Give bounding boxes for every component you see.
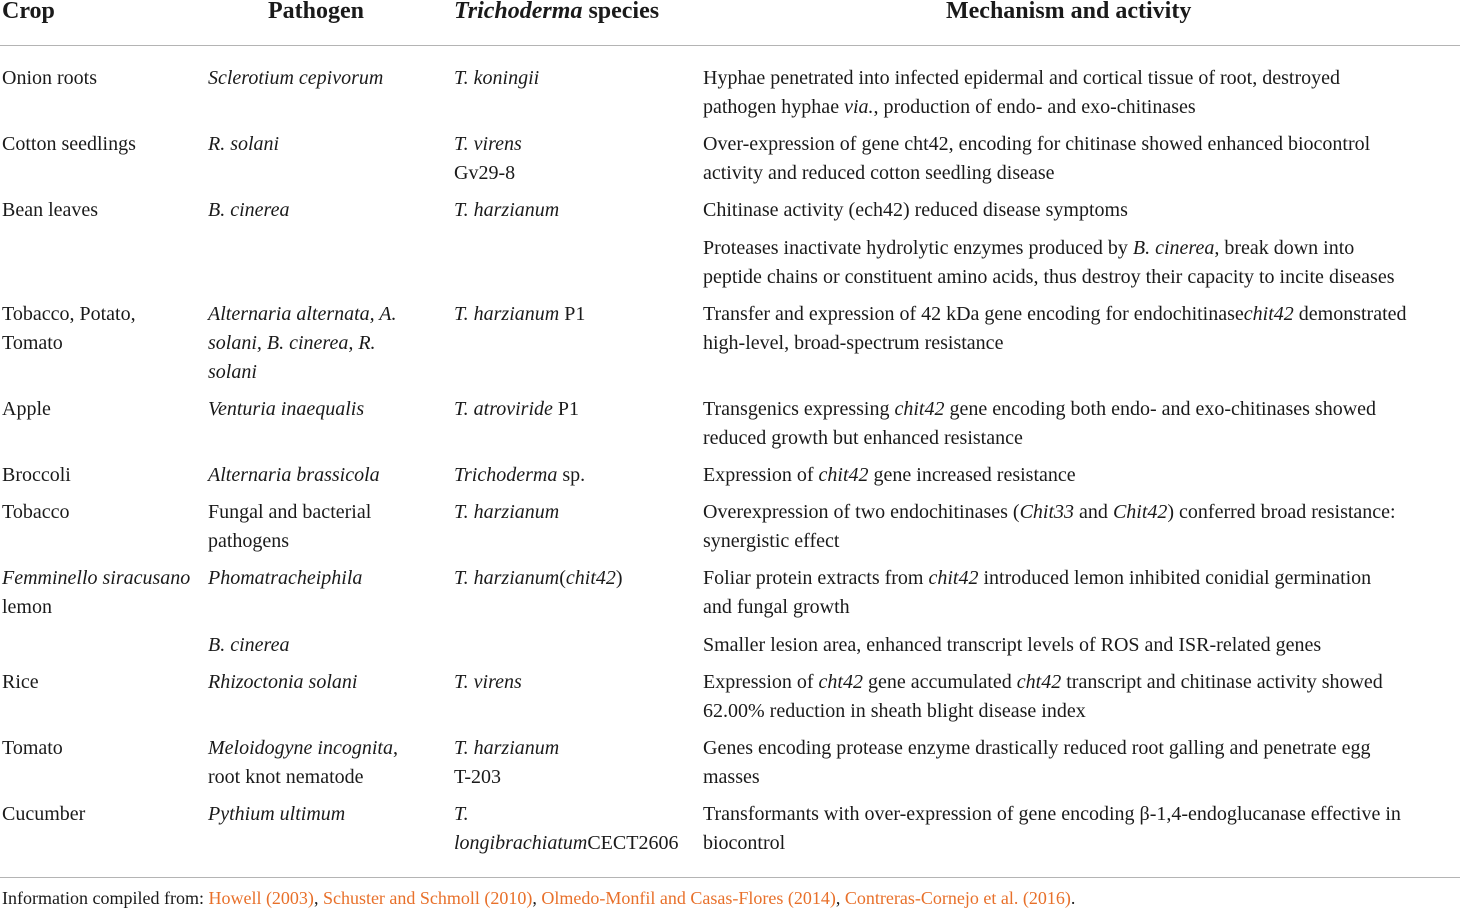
text: , [392,737,398,759]
cell-line [454,829,678,858]
italic-text: T. virens [454,671,522,693]
text: high-level, broad-spectrum resistance [703,332,1004,354]
text: Smaller lesion area, enhanced transcript levels of ROS and ISR-related genes [703,634,1322,656]
italic-text: B. cinerea [208,199,290,221]
cell-mechanism [703,300,1407,358]
cell-pathogen [208,631,289,660]
italic-text: Femminello siracusano [2,567,191,589]
cell-line [703,763,1371,792]
cell-crop [2,461,71,490]
text: Genes encoding protease enzyme drastically reduced root galling and penetrate egg [703,737,1371,759]
cell-line: Broccoli [2,464,71,486]
cell-line [208,498,371,527]
cell-line [703,130,1370,159]
cell-pathogen [208,64,383,93]
italic-text: Chit33 [1019,501,1075,523]
cell-pathogen [208,800,345,829]
cell-line [703,424,1376,453]
cell-line: Tobacco, Potato, [2,303,136,325]
cell-species [454,130,522,188]
cell-line [454,734,559,763]
text: P1 [559,303,586,325]
cell-line [208,461,380,490]
header-trichoderma-species [454,0,659,25]
cell-line [454,498,559,527]
cell-line [454,159,522,188]
cell-species [454,64,539,93]
italic-text: Meloidogyne incognita [208,737,393,759]
cell-line [208,130,279,159]
cell-species [454,498,559,527]
text: Fungal and bacterial [208,501,372,523]
italic-text: chit42 [565,567,616,589]
cell-species [454,461,585,490]
text: pathogen hyphae [703,96,845,118]
cell-line [454,196,559,225]
cell-line [703,800,1401,829]
italic-text: Pythium ultimum [208,803,346,825]
cell-mechanism [703,130,1370,188]
cell-line [703,734,1371,763]
cell-line [454,300,585,329]
cell-line [703,196,1128,225]
cell-line [454,800,678,829]
text: Expression of [703,671,819,693]
text: gene accumulated [862,671,1017,693]
cell-line [454,64,539,93]
text: ) [615,567,623,589]
cell-line [454,130,522,159]
text: Foliar protein extracts from [703,567,929,589]
footnote-ref-schuster[interactable]: Schuster and Schmoll (2010) [322,888,533,908]
footnote-sep: , [313,888,323,908]
cell-pathogen [208,668,357,697]
text: introduced lemon inhibited conidial germination [978,567,1372,589]
italic-text: solani, B. cinerea, R. [208,332,376,354]
cell-line [208,395,364,424]
cell-line [454,564,623,593]
text: 62.00% reduction in sheath blight disease index [703,700,1086,722]
cell-line [703,234,1394,263]
text: Chitinase activity (ech42) reduced disease symptoms [703,199,1128,221]
cell-line [703,395,1376,424]
cell-line [208,527,371,556]
cell-line: Onion roots [2,67,97,89]
cell-line [703,564,1371,593]
header-mechanism: Mechanism and activity [946,0,1192,24]
italic-text: Trichoderma [454,464,558,486]
cell-mechanism [703,800,1401,858]
cell-line [703,329,1407,358]
text: synergistic effect [703,530,840,552]
text: Transformants with over-expression of gene encoding β-1,4-endoglucanase effective in [703,803,1401,825]
text: pathogens [208,530,290,552]
cell-mechanism [703,734,1371,792]
italic-text: B. cinerea [1132,237,1215,259]
cell-line [208,734,398,763]
italic-text: cht42 [818,671,863,693]
text: peptide chains or constituent amino acids, thus destroy their capacity to incite diseases [703,266,1395,288]
cell-mechanism [703,631,1321,660]
cell-mechanism [703,668,1383,726]
cell-pathogen [208,461,380,490]
italic-text: cht42 [1016,671,1062,693]
cell-line [208,631,289,660]
cell-mechanism [703,64,1340,122]
cell-crop [2,395,51,424]
italic-text: chit42 [1243,303,1294,325]
cell-line: Rice [2,671,39,693]
text: lemon [2,596,52,618]
text: gene increased resistance [868,464,1076,486]
cell-pathogen [208,498,371,556]
cell-mechanism [703,395,1376,453]
text: and [1074,501,1113,523]
cell-pathogen [208,564,362,593]
cell-line [703,829,1401,858]
italic-text: Sclerotium cepivorum [208,67,384,89]
cell-species [454,734,559,792]
cell-crop [2,734,63,763]
italic-text: T. virens [454,133,522,155]
cell-mechanism [703,564,1371,622]
footnote-sep: , [532,888,542,908]
text: reduced growth but enhanced resistance [703,427,1023,449]
header-crop: Crop [2,0,55,24]
text: Gv29-8 [454,162,516,184]
cell-mechanism [703,498,1396,556]
italic-text: via. [844,96,874,118]
cell-mechanism [703,196,1128,225]
text: Over-expression of gene cht42, encoding for chitinase showed enhanced biocontrol [703,133,1371,155]
cell-crop [2,64,97,93]
cell-crop [2,800,85,829]
italic-text: T. harzianum [454,199,560,221]
cell-line [703,93,1340,122]
text: Hyphae penetrated into infected epidermal and cortical tissue of root, destroyed [703,67,1340,89]
text: T-203 [454,766,502,788]
text: ) conferred broad resistance: [1167,501,1396,523]
text: , break down into [1214,237,1355,259]
cell-crop [2,196,98,225]
italic-text: Phomatracheiphila [208,567,363,589]
cell-line [703,461,1076,490]
cell-line [208,763,398,792]
cell-species [454,564,623,593]
cell-pathogen [208,300,397,387]
cell-species [454,196,559,225]
italic-text: longibrachiatum [454,832,588,854]
cell-line [208,300,397,329]
footnote-ref-howell[interactable]: Howell (2003) [208,888,314,908]
text: sp. [557,464,586,486]
cell-line [454,763,559,792]
cell-line [703,631,1321,660]
cell-crop [2,130,136,159]
cell-line: Tobacco [2,501,70,523]
header-species-rest: species [582,0,660,24]
cell-line [454,668,522,697]
cell-line [703,593,1371,622]
cell-line [2,593,190,622]
text: , production of endo- and exo-chitinases [873,96,1196,118]
text: P1 [552,398,580,420]
cell-pathogen [208,734,398,792]
cell-line: Bean leaves [2,199,99,221]
italic-text: B. cinerea [208,634,290,656]
text: Overexpression of two endochitinases ( [703,501,1020,523]
italic-text: Rhizoctonia solani [208,671,358,693]
italic-text: T. harzianum [454,303,560,325]
italic-text: T. atroviride [454,398,553,420]
footnote-suffix: . [1070,888,1076,908]
cell-pathogen [208,395,364,424]
cell-line [703,159,1370,188]
footnote-sep: , [835,888,845,908]
cell-line [703,527,1396,556]
text: transcript and chitinase activity showed [1061,671,1383,693]
footnote-prefix: Information compiled from: [2,888,209,908]
cell-line [703,668,1383,697]
text: activity and reduced cotton seedling disease [703,162,1055,184]
italic-text: chit42 [928,567,979,589]
cell-line [2,564,190,593]
cell-line: Apple [2,398,51,420]
cell-line [208,564,362,593]
italic-text: chit42 [894,398,945,420]
text: CECT2606 [587,832,679,854]
text: Proteases inactivate hydrolytic enzymes produced by [703,237,1133,259]
italic-text: Alternaria alternata, A. [208,303,397,325]
cell-line [208,329,397,358]
cell-species [454,800,678,858]
text: ( [559,567,566,589]
italic-text: T. [454,803,469,825]
cell-line [208,196,289,225]
cell-mechanism [703,234,1394,292]
cell-species [454,395,579,424]
italic-text: T. koningii [454,67,540,89]
cell-line [208,64,383,93]
header-pathogen: Pathogen [268,0,364,24]
text: and fungal growth [703,596,850,618]
cell-line [703,300,1407,329]
footnote-ref-contreras[interactable]: Contreras-Cornejo et al. (2016) [844,888,1071,908]
cell-line [208,668,357,697]
cell-line [703,64,1340,93]
italic-text: R. solani [208,133,280,155]
cell-line [454,395,579,424]
text: masses [703,766,760,788]
cell-species [454,300,585,329]
cell-line: Cucumber [2,803,86,825]
cell-line [703,697,1383,726]
italic-text: T. harzianum [454,567,560,589]
cell-crop [2,564,190,622]
cell-line [208,800,345,829]
text: Transgenics expressing [703,398,895,420]
cell-pathogen [208,196,289,225]
italic-text: Venturia inaequalis [208,398,365,420]
text: root knot nematode [208,766,364,788]
italic-text: T. harzianum [454,737,560,759]
text: Transfer and expression of 42 kDa gene encoding for endochitinase [703,303,1244,325]
italic-text: solani [208,361,257,383]
cell-crop [2,300,136,358]
text: demonstrated [1293,303,1407,325]
footnote-ref-olmedo[interactable]: Olmedo-Monfil and Casas-Flores (2014) [541,888,836,908]
cell-line [208,358,397,387]
text: biocontrol [703,832,786,854]
cell-line: Tomato [2,737,63,759]
cell-species [454,668,522,697]
cell-line: Tomato [2,332,63,354]
header-species-italic: Trichoderma [454,0,583,24]
header-rule [0,45,1460,46]
cell-line [703,263,1394,292]
italic-text: Alternaria brassicola [208,464,380,486]
cell-line: Cotton seedlings [2,133,136,155]
italic-text: chit42 [818,464,869,486]
text: gene encoding both endo- and exo-chitinases showed [944,398,1377,420]
footer-rule [0,877,1460,878]
cell-mechanism [703,461,1076,490]
cell-line [454,461,585,490]
italic-text: Chit42 [1112,501,1168,523]
cell-crop [2,498,69,527]
text: Expression of [703,464,819,486]
cell-pathogen [208,130,279,159]
cell-crop [2,668,39,697]
footnote [2,884,1075,912]
cell-line [703,498,1396,527]
italic-text: T. harzianum [454,501,560,523]
